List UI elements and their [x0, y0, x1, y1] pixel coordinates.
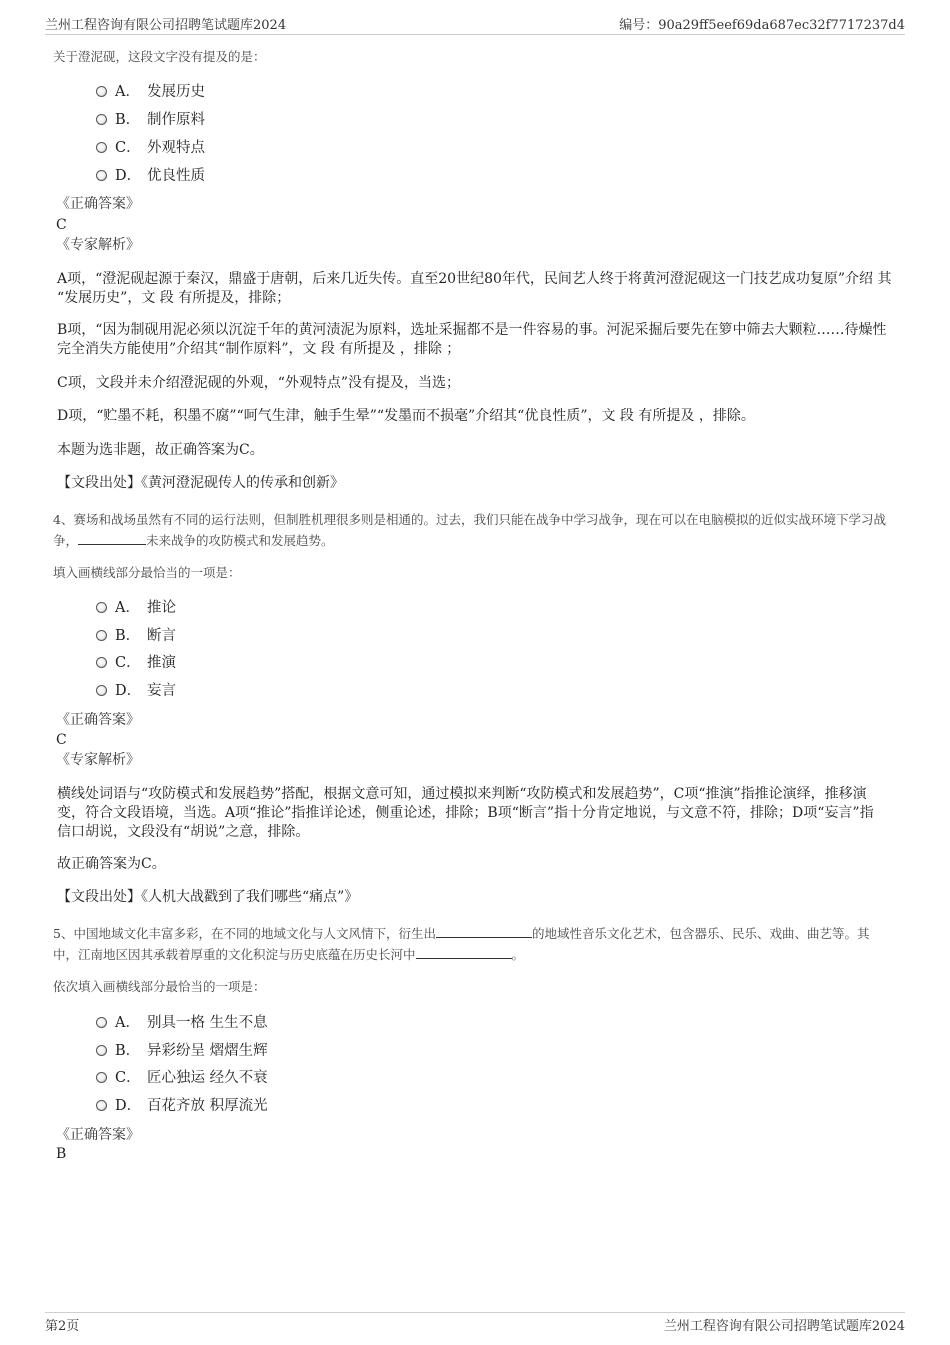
- q5-answer-label: 《正确答案》: [56, 1127, 140, 1143]
- q3-source: 【文段出处】《黄河澄泥砚传人的传承和创新》: [57, 475, 344, 491]
- radio-icon[interactable]: [96, 685, 107, 696]
- q3-option-a[interactable]: A． 发展历史: [96, 82, 205, 102]
- q4-option-a[interactable]: A． 推论: [96, 598, 176, 618]
- q5-prompt: 依次填入画横线部分最恰当的一项是：: [53, 979, 266, 994]
- q3-explanation-a: A项，“澄泥砚起源于秦汉，鼎盛于唐朝，后来几近失传。直至20世纪80年代，民间艺人终于将黄河澄泥砚这一门技艺成功复原”介绍 其 “发展历史”，文 段 有所提及，排除；: [57, 271, 892, 306]
- q3-option-d[interactable]: D． 优良性质: [96, 166, 205, 186]
- q4-source: 【文段出处】《人机大战戳到了我们哪些“痛点”》: [57, 889, 359, 905]
- q4-answer-label: 《正确答案》: [56, 712, 140, 728]
- q4-prompt: 填入画横线部分最恰当的一项是：: [53, 565, 241, 580]
- radio-icon[interactable]: [96, 86, 107, 97]
- radio-icon[interactable]: [96, 170, 107, 181]
- q5-option-b[interactable]: B． 异彩纷呈 熠熠生辉: [96, 1041, 268, 1061]
- q4-conclusion: 故正确答案为C。: [57, 856, 166, 872]
- q3-explanation-d: D项，“贮墨不耗，积墨不腐”“呵气生津，触手生晕”“发墨而不损毫”介绍其“优良性质”，文 段 有所提及 ，排除。: [57, 408, 755, 424]
- q4-blank: [78, 530, 146, 545]
- q5-blank-1: [436, 923, 532, 938]
- q3-option-b[interactable]: B． 制作原料: [96, 110, 205, 130]
- q5-question-text: 5、中国地域文化丰富多彩，在不同的地域文化与人文风情下，衍生出 的地域性音乐文化艺术，包含器乐、民乐、戏曲、曲艺等。其中，江南地区因其承载着厚重的文化积淀与历史底蕴在历史长河中 。: [53, 923, 888, 965]
- q3-answer-label: 《正确答案》: [56, 196, 140, 212]
- q5-option-c[interactable]: C． 匠心独运 经久不衰: [96, 1068, 268, 1088]
- q5-blank-2: [416, 944, 512, 959]
- q4-answer: C: [56, 732, 67, 748]
- radio-icon[interactable]: [96, 657, 107, 668]
- radio-icon[interactable]: [96, 1072, 107, 1083]
- q5-option-a[interactable]: A． 别具一格 生生不息: [96, 1013, 268, 1033]
- q5-answer: B: [56, 1146, 67, 1162]
- page-footer: [45, 1312, 905, 1335]
- footer-title: 兰州工程咨询有限公司招聘笔试题库2024: [663, 1319, 905, 1334]
- q4-option-d[interactable]: D． 妄言: [96, 681, 176, 701]
- page-header: [45, 14, 905, 35]
- q4-explanation: 横线处词语与“攻防模式和发展趋势”搭配，根据文意可知，通过模拟来判断“攻防模式和发展趋势”，C项“推演”指推论演绎，推移演变，符合文段语境，当选。A项“推论”指推详论述，侧重论述，排除；B项“断言”指十分肯定地说，与文意不符，排除；D项“妄言”指信口胡说，文段没有“胡说”之意，排除。: [57, 786, 874, 840]
- radio-icon[interactable]: [96, 1017, 107, 1028]
- q3-option-c[interactable]: C． 外观特点: [96, 138, 205, 158]
- radio-icon[interactable]: [96, 602, 107, 613]
- q3-analysis-label: 《专家解析》: [56, 237, 140, 253]
- radio-icon[interactable]: [96, 114, 107, 125]
- q3-answer: C: [56, 217, 67, 233]
- radio-icon[interactable]: [96, 142, 107, 153]
- q4-question-text: 4、赛场和战场虽然有不同的运行法则，但制胜机理很多则是相通的。过去，我们只能在战争中学习战争，现在可以在电脑模拟的近似实战环境下学习战争， 未来战争的攻防模式和发展趋势。: [53, 512, 886, 548]
- header-title: 兰州工程咨询有限公司招聘笔试题库2024: [45, 18, 287, 33]
- q5-option-d[interactable]: D． 百花齐放 积厚流光: [96, 1096, 268, 1116]
- q3-prompt: 关于澄泥砚，这段文字没有提及的是：: [53, 49, 266, 64]
- page-number: 第2页: [45, 1319, 80, 1334]
- q4-analysis-label: 《专家解析》: [56, 752, 140, 768]
- q4-option-b[interactable]: B． 断言: [96, 626, 176, 646]
- radio-icon[interactable]: [96, 1100, 107, 1111]
- radio-icon[interactable]: [96, 630, 107, 641]
- radio-icon[interactable]: [96, 1045, 107, 1056]
- document-id: 编号：90a29ff5eef69da687ec32f7717237d4: [619, 18, 905, 33]
- q3-conclusion: 本题为选非题，故正确答案为C。: [57, 442, 264, 458]
- q3-explanation-b: B项，“因为制砚用泥必须以沉淀千年的黄河渍泥为原料，选址采掘都不是一件容易的事。河泥采掘后要先在箩中筛去大颗粒……待燥性完全消失方能使用”介绍其“制作原料”，文 段 有所提及 ，排除 ；: [57, 322, 887, 357]
- q3-explanation-c: C项，文段并未介绍澄泥砚的外观，“外观特点”没有提及，当选；: [57, 375, 461, 391]
- q4-option-c[interactable]: C． 推演: [96, 653, 176, 673]
